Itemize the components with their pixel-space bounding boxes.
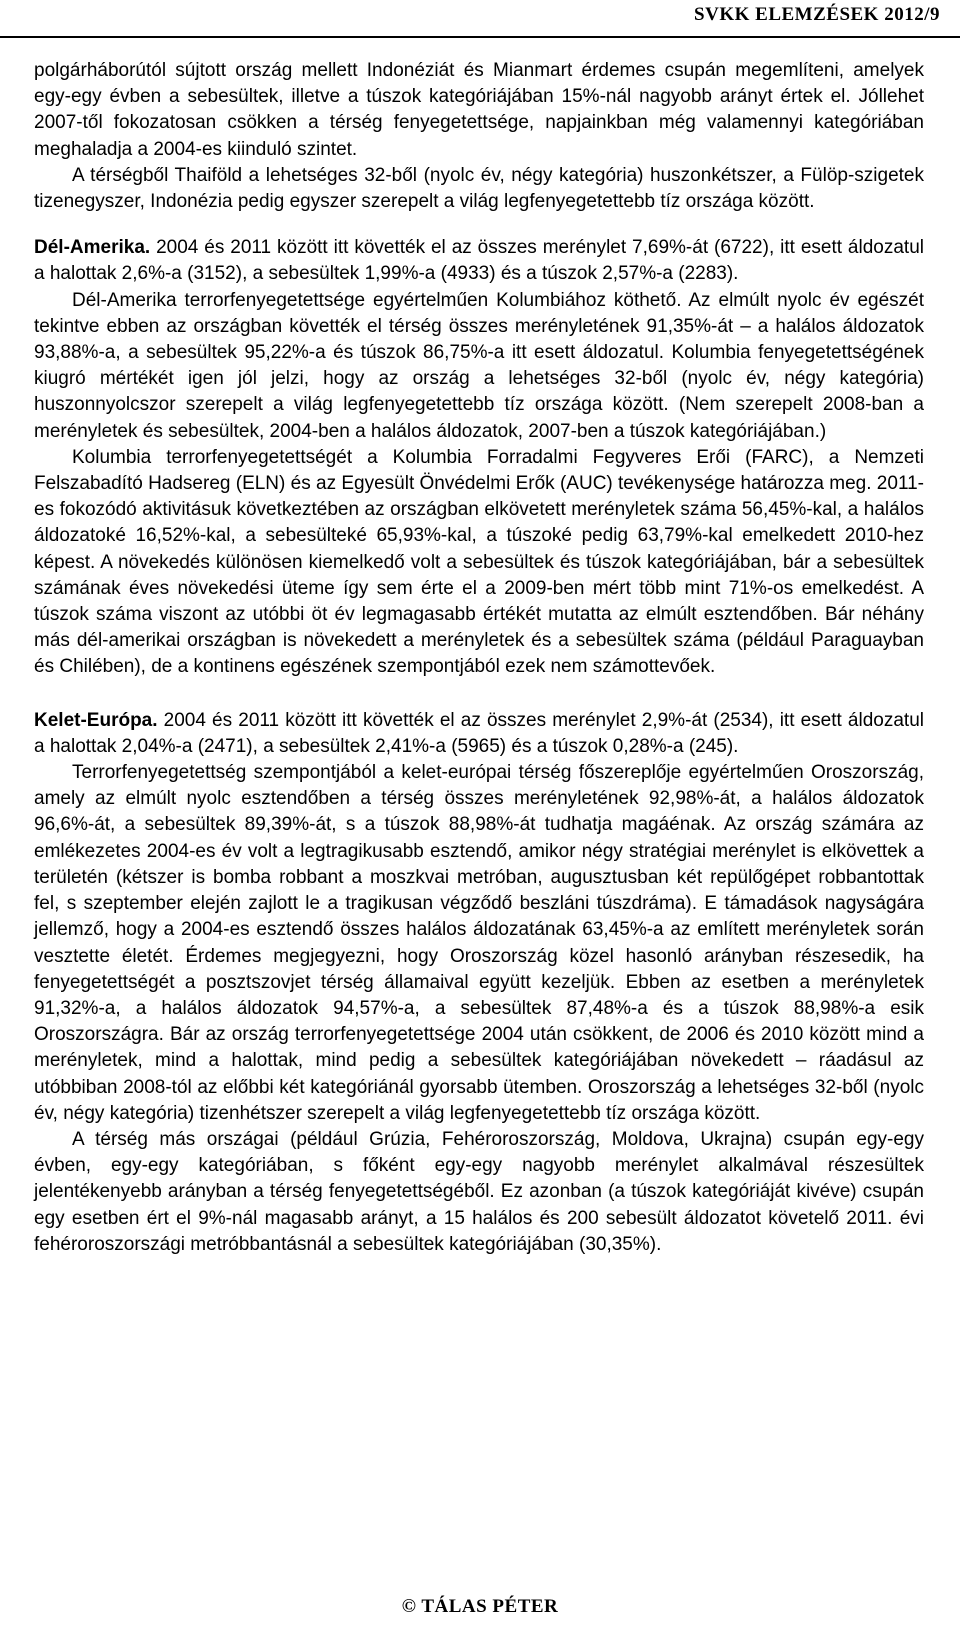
document-footer: © TÁLAS PÉTER <box>401 1596 559 1617</box>
paragraph: A térségből Thaiföld a lehetséges 32-ből (nyolc év, négy kategória) huszonkétszer, a Fülöp-szigetek tizenegyszer, Indonézia pedig egyszer szerepelt a világ legfenyegetettebb tíz országa között. <box>34 164 924 213</box>
header-rule <box>0 36 960 38</box>
paragraph-text: 2004 és 2011 között itt követték el az összes merénylet 2,9%-át (2534), itt esett áldozatul a halottak 2,04%-a (2471), a sebesültek 2,41%-a (5965) és a túszok 0,28%-a (245). <box>34 709 924 757</box>
paragraph: polgárháborútól sújtott ország mellett Indonéziát és Mianmart érdemes csupán megemlíteni, amelyek egy-egy évben a sebesültek, illetve a túszok kategóriájában 15%-nál nagyobb arányt értek el. Jóllehet 2007-től fokozatosan csökken a térség fenyegetettsége, napjainkban még valamennyi kategóriában meghaladja a 2004-es kiinduló szintet. <box>34 60 924 160</box>
paragraph-text: 2004 és 2011 között itt követték el az összes merénylet 7,69%-át (6722), itt esett áldozatul a halottak 2,6%-a (3152), a sebesültek 1,99%-a (4933) és a túszok 2,57%-a (2283). <box>34 237 924 285</box>
paragraph: A térség más országai (például Grúzia, Fehéroroszország, Moldova, Ukrajna) csupán egy-egy évben, egy-egy kategóriában, s főként egy-egy nagyobb merénylet alkalmával részesültek jelentékenyebb arányban a térség fenyegetettségéből. Ez azonban (a túszok kategóriáját kivéve) csupán egy esetben ért el 9%-nál magasabb arányt, a 15 halálos és 200 sebesült áldozatot követelő 2011. évi fehéroroszországi metróbbantásnál a sebesültek kategóriájában (30,35%). <box>34 1128 924 1255</box>
section-heading: Dél-Amerika. <box>34 237 151 259</box>
paragraph: Kolumbia terrorfenyegetettségét a Kolumbia Forradalmi Fegyveres Erői (FARC), a Nemzeti Felszabadító Hadsereg (ELN) és az Egyesült Önvédelmi Erők (AUC) tevékenysége határozza meg. 2011-es fokozódó aktivitásuk következtében az országban elkövetett merényletek száma 56,45%-kal, a halálos áldozatoké 16,52%-kal, a sebesülteké 65,93%-kal, a túszoké pedig 63,79%-kal emelkedett 2010-hez képest. A növekedés különösen kiemelkedő volt a sebesültek és túszok kategóriájában, bár a sebesültek számának éves növekedési üteme így sem érte el a 2009-ben mért több mint 71%-os emelkedést. A túszok száma viszont az utóbbi öt év legmagasabb értékét mutatta az elmúlt esztendőben. Bár néhány más dél-amerikai országban is növekedett a merényletek és a sebesültek száma (például Paraguayban és Chilében), de a kontinens egészének szempontjából ezek nem számottevőek. <box>34 446 924 678</box>
paragraph <box>34 235 924 287</box>
paragraph: Dél-Amerika terrorfenyegetettsége egyértelműen Kolumbiához köthető. Az elmúlt nyolc év egészét tekintve ebben az országban követték el térség összes merényletének 91,35%-át – a halálos áldozatok 93,88%-a, a sebesültek 95,22%-a és túszok 86,75%-a itt esett áldozatul. Kolumbia fenyegetettségének kiugró mértékét igen jól jelzi, hogy az ország a lehetséges 32-ből (nyolc év, négy kategória) huszonnyolcszor szerepelt a világ legfenyegetettebb tíz országa között. (Nem szerepelt 2008-ban a merényletek és sebesültek, 2004-ben a halálos áldozatok, 2007-ben a túszok kategóriájában.) <box>34 289 924 442</box>
section-heading: Kelet-Európa. <box>34 709 158 731</box>
paragraph: Terrorfenyegetettség szempontjából a kelet-európai térség főszereplője egyértelműen Oroszország, amely az elmúlt nyolc esztendőben a térség összes merényletének 92,98%-át, a halálos áldozatok 96,6%-át, a sebesültek 89,39%-át, s a túszok 88,98%-át tudhatja magáénak. Az ország számára az emlékezetes 2004-es év volt a legtragikusabb esztendő, amikor négy stratégiai merénylet is elkövettek a területén (kétszer is bomba robbant a moszkvai metróban, augusztusban két repülőgépet robbantottak fel, s szeptember elején zajlott le a tragikusan végződő beszláni túszdráma). E támadások nagyságára jellemző, hogy a 2004-es esztendő összes halálos áldozatának 63,45%-a az említett merényletek során vesztette életét. Érdemes megjegyezni, hogy Oroszország közel hasonló arányban részesedik, ha fenyegetettségét a posztszovjet térség államaival együtt kezeljük. Ebben az esetben a merényletek 91,32%-a, a halálos áldozatok 94,57%-a, a sebesültek 87,48%-a és a túszok 88,98%-a esik Oroszországra. Bár az ország terrorfenyegetettsége 2004 után csökkent, de 2006 és 2010 között mind a merényletek, mind a halottak, mind pedig a sebesültek kategóriájában növekedett – ráadásul az utóbbiban 2008-tól az előbbi két kategóriánál gyorsabb ütemben. Oroszország a lehetséges 32-ből (nyolc év, négy kategória) tizenhétszer szerepelt a világ legfenyegetettebb tíz országa között. <box>34 762 924 1124</box>
document-header: SVKK ELEMZÉSEK 2012/9 <box>694 4 940 25</box>
document-body <box>34 58 924 1258</box>
paragraph <box>34 708 924 760</box>
